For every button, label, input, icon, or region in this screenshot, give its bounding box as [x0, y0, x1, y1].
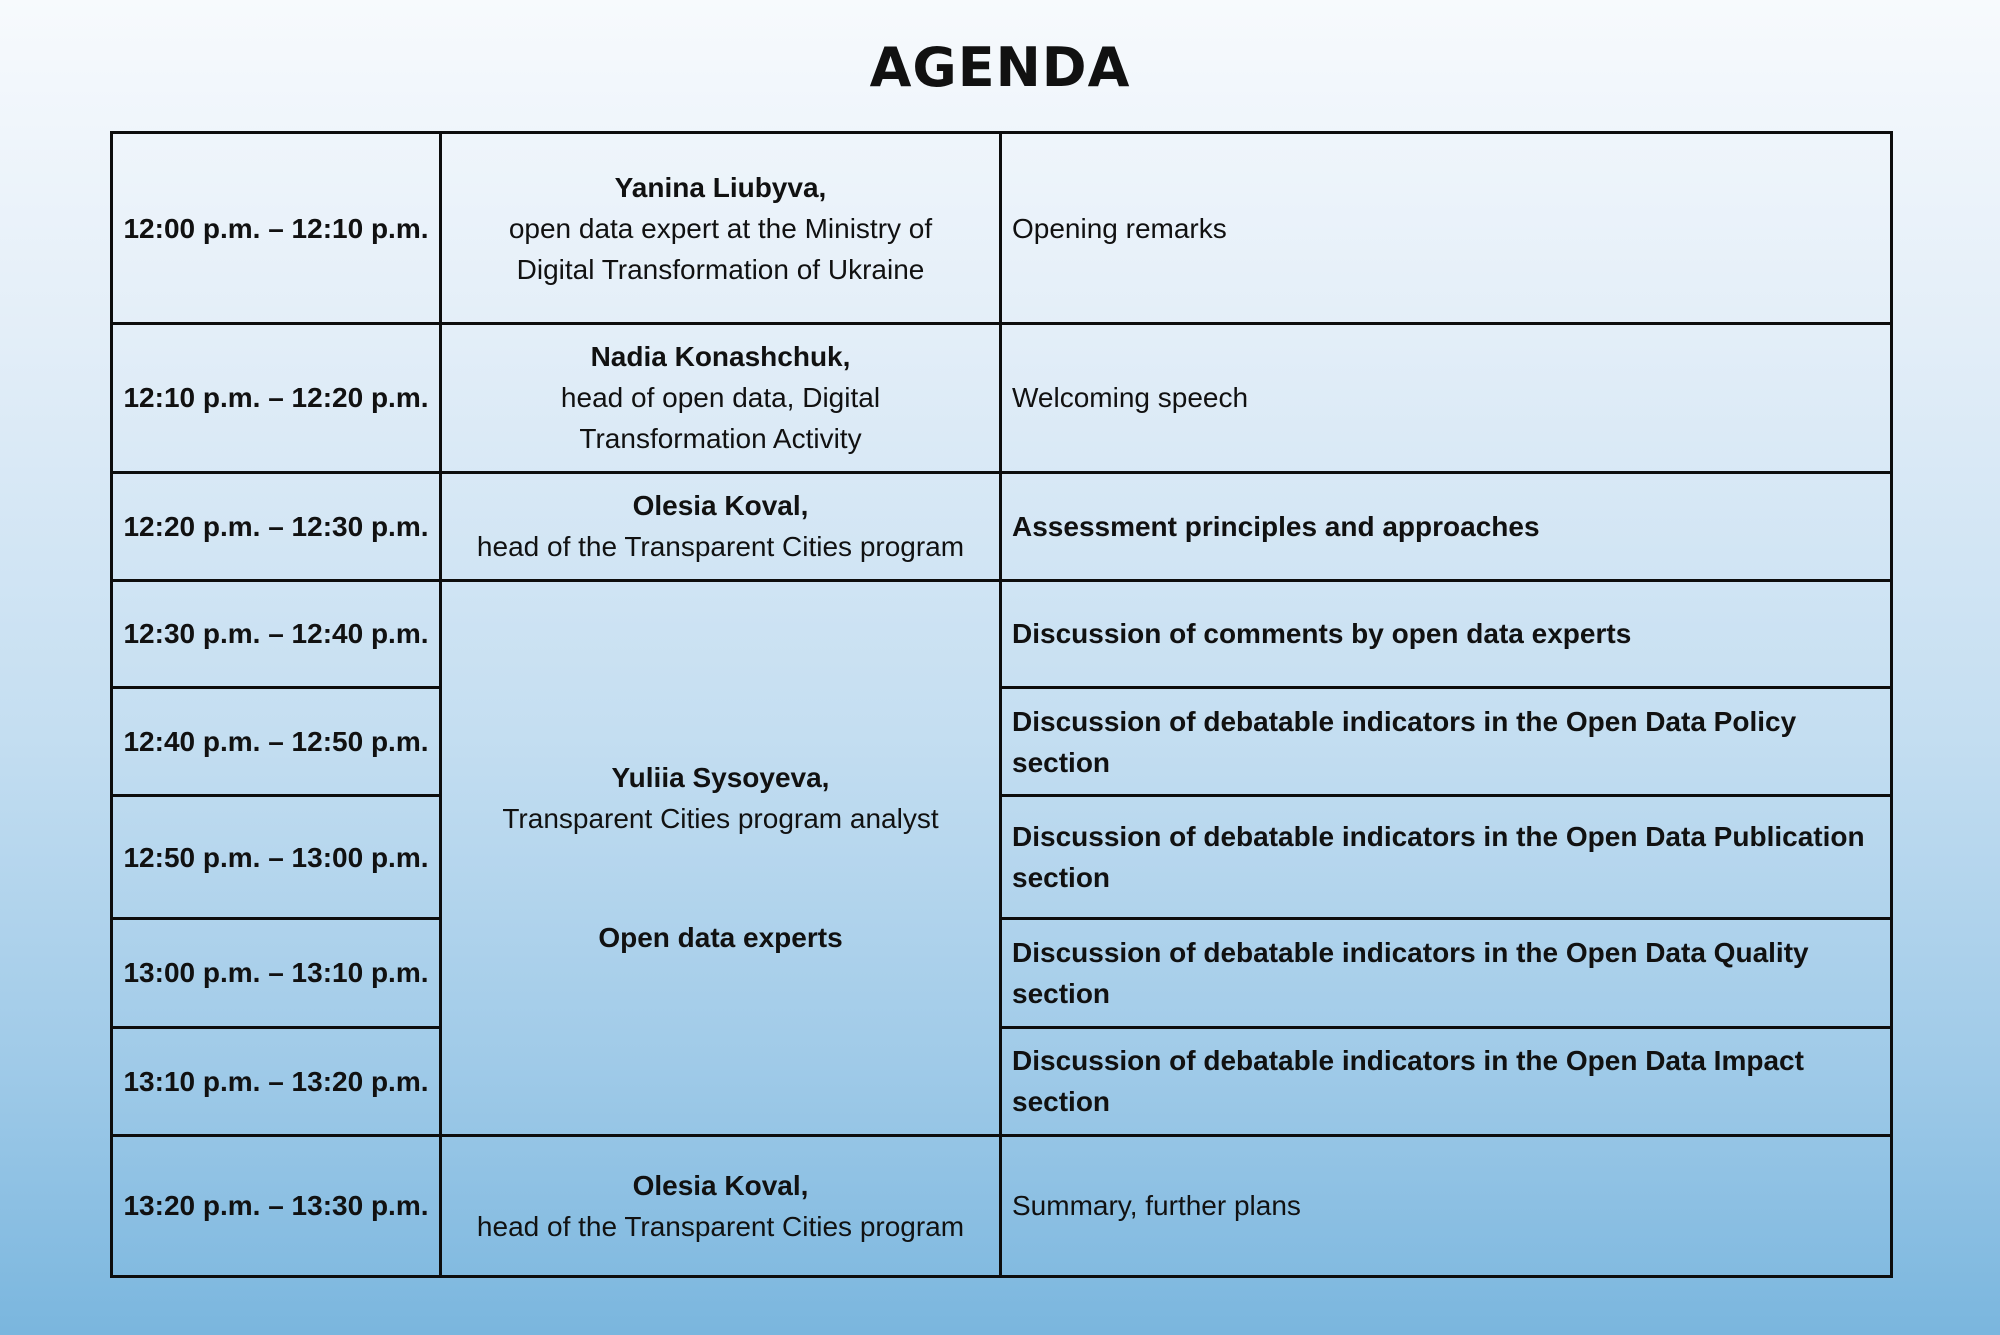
table-row [112, 324, 1892, 472]
page-title: AGENDA [869, 36, 1131, 99]
table-row [112, 687, 1892, 795]
speaker-role: head of open data, Digital Transformation Activity [560, 382, 881, 455]
topic-cell: Assessment principles and approaches [1001, 472, 1892, 580]
topic-cell: Summary, further plans [1001, 1135, 1892, 1276]
table-row [112, 580, 1892, 687]
topic-cell: Discussion of debatable indicators in the Open Data Impact section [1001, 1027, 1892, 1135]
spacer [443, 839, 998, 917]
time-cell: 12:30 p.m. – 12:40 p.m. [112, 580, 441, 687]
speaker-name: Olesia Koval, [632, 1169, 809, 1201]
speaker-role: head of the Transparent Cities program [476, 1210, 965, 1242]
topic-cell: Welcoming speech [1001, 324, 1892, 472]
topic-cell: Discussion of debatable indicators in the Open Data Publication section [1001, 796, 1892, 919]
speaker-cell [441, 1135, 1001, 1276]
speaker-role: Transparent Cities program analyst [502, 803, 939, 835]
speaker-name-extra: Open data experts [598, 922, 843, 954]
time-cell: 12:40 p.m. – 12:50 p.m. [112, 687, 441, 795]
speaker-role: open data expert at the Ministry of Digital Transformation of Ukraine [508, 212, 933, 285]
speaker-cell [441, 580, 1001, 1135]
speaker-cell [441, 324, 1001, 472]
table-row [112, 133, 1892, 324]
table-row [112, 919, 1892, 1027]
topic-cell: Discussion of debatable indicators in the Open Data Policy section [1001, 687, 1892, 795]
time-cell: 13:10 p.m. – 13:20 p.m. [112, 1027, 441, 1135]
table-row [112, 1027, 1892, 1135]
speaker-name: Nadia Konashchuk, [590, 341, 851, 373]
time-cell: 13:00 p.m. – 13:10 p.m. [112, 919, 441, 1027]
speaker-name: Yuliia Sysoyeva, [611, 762, 830, 794]
time-cell: 13:20 p.m. – 13:30 p.m. [112, 1135, 441, 1276]
agenda-table [110, 131, 1893, 1278]
table-row [112, 1135, 1892, 1276]
speaker-role: head of the Transparent Cities program [476, 531, 965, 563]
time-cell: 12:50 p.m. – 13:00 p.m. [112, 796, 441, 919]
topic-cell: Discussion of comments by open data experts [1001, 580, 1892, 687]
time-cell: 12:00 p.m. – 12:10 p.m. [112, 133, 441, 324]
topic-cell: Opening remarks [1001, 133, 1892, 324]
speaker-cell [441, 133, 1001, 324]
table-row [112, 472, 1892, 580]
speaker-cell [441, 472, 1001, 580]
speaker-name: Yanina Liubyva, [614, 171, 827, 203]
speaker-name: Olesia Koval, [632, 490, 809, 522]
time-cell: 12:10 p.m. – 12:20 p.m. [112, 324, 441, 472]
table-row [112, 796, 1892, 919]
time-cell: 12:20 p.m. – 12:30 p.m. [112, 472, 441, 580]
topic-cell: Discussion of debatable indicators in the Open Data Quality section [1001, 919, 1892, 1027]
